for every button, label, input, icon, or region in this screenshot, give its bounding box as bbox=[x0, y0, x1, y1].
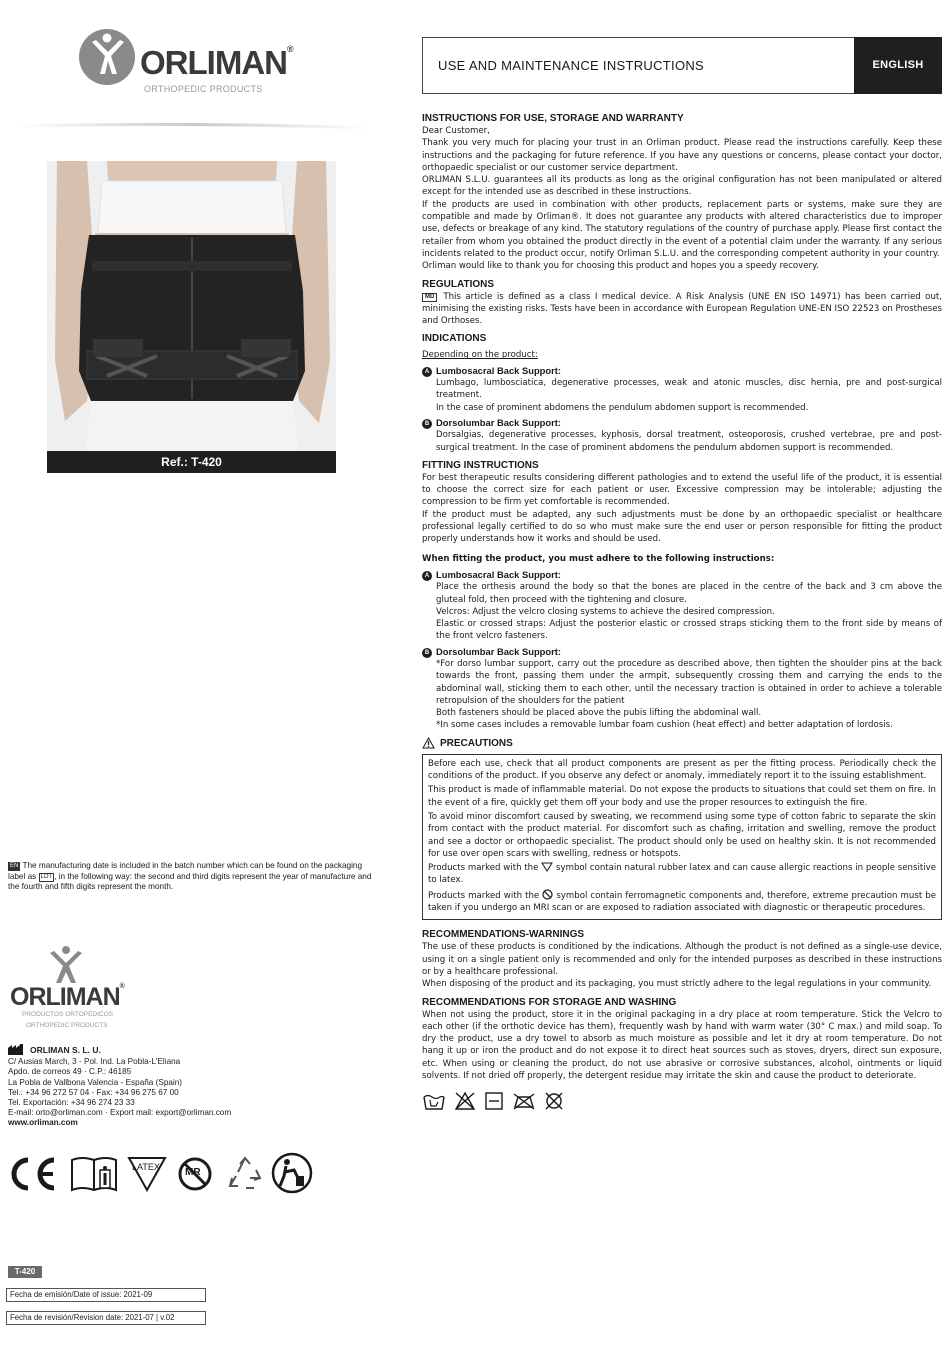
section-title-precautions: PRECAUTIONS bbox=[440, 737, 513, 749]
manufacturer-icon bbox=[8, 1044, 26, 1055]
hand-wash-icon bbox=[422, 1091, 446, 1111]
no-iron-icon bbox=[512, 1091, 536, 1111]
brand-subtitle-es: PRODUCTOS ORTOPÉDICOS bbox=[22, 1011, 114, 1018]
badge-b: B bbox=[422, 419, 432, 429]
product-photo bbox=[47, 161, 336, 451]
address-line: E-mail: orto@orliman.com · Export mail: export@orliman.com bbox=[8, 1108, 232, 1118]
paragraph: Dear Customer, bbox=[422, 126, 490, 136]
document-header bbox=[422, 37, 854, 94]
brand-logo-bottom bbox=[8, 945, 208, 1035]
precautions-header bbox=[422, 737, 942, 750]
paragraph: The use of these products is conditioned by the indications. Although the product is not defined as a single-use device, using it on a single patient only is recommended and only for the intended purposes as described in these instructions or by a healthcare professional. bbox=[422, 942, 942, 977]
indication-item: B Dorsolumbar Back Support: Dorsalgias, degenerative processes, kyphosis, dorsal treatment, osteoporosis, crushed vertebrae, pre and post-surgical treatment. In the case of prominent abdomens the pendulum abdomen support is recommended. bbox=[422, 417, 942, 454]
certification-icons bbox=[8, 1152, 318, 1194]
address-line: C/ Ausias March, 3 - Pol. Ind. La Pobla-L'Eliana bbox=[8, 1057, 181, 1067]
section-title-fitting: FITTING INSTRUCTIONS bbox=[422, 459, 539, 471]
brand-name: ORLIMAN® bbox=[140, 44, 293, 81]
fitting-note: When fitting the product, you must adhere to the following instructions: bbox=[422, 553, 775, 564]
latex-icon bbox=[126, 1154, 168, 1192]
decorative-divider bbox=[18, 120, 368, 134]
language-tag: EN bbox=[10, 863, 19, 869]
date-of-issue: Fecha de emisión/Date of issue: 2021-09 bbox=[6, 1288, 206, 1302]
paragraph: When disposing of the product and its packaging, you must strictly adhere to the legal regulations in your community. bbox=[422, 979, 932, 990]
badge-a: A bbox=[422, 571, 432, 581]
no-mri-icon bbox=[542, 889, 553, 900]
fitting-item: B Dorsolumbar Back Support: *For dorso lumbar support, carry out the procedure as described above, then tighten the shoulder pins at the back towards the front, passing them under the armpit, subsequently crossing them and carrying the ends to the abdominal wall, sticking them to each other, until the necessary traction is obtained in order to achieve a tolerable retropulsion of the shoulders for the patient Both fasteners should be placed above the pubis lifting the abdominal wall. *In some cases includes a removable lumbar foam cushion (heat effect) and better adaptation of lordosis. bbox=[422, 646, 942, 732]
address-line: Tel. Exportación: +34 96 274 23 33 bbox=[8, 1098, 135, 1108]
section-title-recommendations: RECOMMENDATIONS-WARNINGS bbox=[422, 929, 585, 941]
address-line: Apdo. de correos 49 · C.P.: 46185 bbox=[8, 1067, 132, 1077]
latex-label: LATEX bbox=[132, 1162, 160, 1172]
brand-logo-top bbox=[78, 28, 318, 98]
product-code-tag: T-420 bbox=[8, 1266, 42, 1278]
brand-name: ORLIMAN® bbox=[10, 983, 124, 1011]
paragraph: Thank you very much for placing your trust in an Orliman product. Please read the instructions carefully. Keep these instructions and the packaging for future reference. If you have any questions or concerns, please contact your doctor, orthopaedic specialist or our customer service department. bbox=[422, 138, 942, 173]
md-tag: MD bbox=[422, 293, 437, 302]
paragraph: For best therapeutic results considering different pathologies and to extend the useful life of the product, it is essential to choose the correct size for each patient or user. Excessive compression may be intolerable; adjusting the compression to be firm yet comfortable is recommended. bbox=[422, 472, 942, 508]
paragraph: Products marked with the symbol contain ferromagnetic components and, therefore, extreme precaution must be taken if you undergo an MRI scan or are exposed to radiation associated with diagnostic or therapeutic procedures. bbox=[428, 890, 937, 914]
precautions-box bbox=[422, 754, 942, 921]
section-title-regulations: REGULATIONS bbox=[422, 278, 495, 290]
address-line: La Pobla de Vallbona Valencia - España (Spain) bbox=[8, 1077, 183, 1087]
company-address bbox=[8, 1045, 308, 1129]
item-title: Dorsolumbar Back Support: bbox=[436, 416, 562, 428]
section-title-storage: RECOMMENDATIONS FOR STORAGE AND WASHING bbox=[422, 996, 677, 1008]
language-label: ENGLISH bbox=[854, 37, 942, 94]
warning-triangle-icon bbox=[422, 737, 435, 749]
indications-subtitle: Depending on the product: bbox=[422, 350, 538, 361]
regulations-text: MD This article is defined as a class I medical device. A Risk Analysis (UNE EN ISO 14971) has been carried out, minimising the existing risks. Tests have been in accordance with European Regulation UNE-EN ISO 22523 on Prostheses and Orthoses. bbox=[422, 291, 943, 327]
flat-dry-icon bbox=[484, 1091, 504, 1111]
section-title-indications: INDICATIONS bbox=[422, 333, 487, 345]
paragraph: Before each use, check that all product components are present as per the fitting process. Periodically check the conditions of the product. If you observe any defect or anomaly, immediately report it to the issuing establishment. bbox=[428, 758, 936, 782]
paragraph: Products marked with the symbol contain natural rubber latex and can cause allergic reactions in people sensitive to latex. bbox=[428, 863, 936, 886]
item-title: Dorsolumbar Back Support: bbox=[436, 645, 562, 657]
disposal-icon bbox=[270, 1152, 314, 1194]
badge-b: B bbox=[422, 648, 432, 658]
product-ref-label: Ref.: T-420 bbox=[47, 451, 336, 473]
revision-date: Fecha de revisión/Revision date: 2021-07 | v.02 bbox=[6, 1311, 206, 1325]
manufacturing-date-note: EN The manufacturing date is included in the batch number which can be found on the packaging label as LOT , in the following way: the second and third digits represent the year of manufacture and the fourth and fifth digits represent the month. bbox=[8, 861, 372, 891]
section-title-instructions: INSTRUCTIONS FOR USE, STORAGE AND WARRANTY bbox=[422, 113, 684, 124]
instructions-content bbox=[422, 112, 942, 1113]
badge-a: A bbox=[422, 367, 432, 377]
lot-tag: LOT bbox=[40, 873, 53, 880]
no-dry-clean-icon bbox=[544, 1091, 564, 1111]
instructions-info-icon bbox=[70, 1156, 118, 1192]
mr-label: MR bbox=[185, 1167, 201, 1178]
fitting-item: A Lumbosacral Back Support: Place the orthesis around the body so that the bones are placed in the centre of the back and 3 cm above the gluteal fold, then proceed with the tightening and closure. Velcros: Adjust the velcro closing systems to achieve the desired compression. Elastic or crossed straps: Adjust the posterior elastic or crossed straps sticking them to the front side by means of the front velcro fasteners. bbox=[422, 569, 942, 643]
latex-icon bbox=[541, 862, 553, 872]
brand-subtitle-en: ORTHOPEDIC PRODUCTS bbox=[26, 1022, 108, 1029]
paragraph: To avoid minor discomfort caused by sweating, we recommend using some type of cotton fabric to separate the skin from contact with the product material. For discomfort such as chafing, irritation and swelling, remove the product and see a doctor or orthopaedic specialist. The product should only be used on healthy skin. It is not recommended for use over open scars with swelling, redness or hotspots. bbox=[428, 811, 936, 859]
paragraph: When not using the product, store it in the original packaging in a dry place at room temperature. Stick the Velcro to each other (if the orthotic device has them), frequently wash by hand with warm water (30° C max.) and mild soap. To dry the product, use a dry towel to absorb as much moisture as possible and let it dry at room temperature. Do not hang it up or iron the product and do not expose it to direct heat sources such as stoves, dryers, direct sun exposure, etc. When using or cleaning the product, do not use abrasive or corrosive substances, alcohol, ointments or liquid solvents. If not dried off properly, the detergent residue may irritate the skin and cause the product to deteriorate. bbox=[422, 1009, 942, 1081]
recycle-icon bbox=[226, 1156, 264, 1192]
document-title: USE AND MAINTENANCE INSTRUCTIONS bbox=[438, 58, 705, 73]
paragraph: ORLIMAN S.L.U. guarantees all its products as long as the original configuration has not been manipulated or altered except for the intended use as described in these instructions. bbox=[422, 175, 942, 198]
address-line: Tel.: +34 96 272 57 04 - Fax: +34 96 275 67 00 bbox=[8, 1087, 179, 1097]
paragraph: If the product must be adapted, any such adjustments must be done by an orthopaedic specialist or healthcare professional legally certified to do so who must make sure the end user or person responsible for fitting the product properly understands how it works and should be used. bbox=[422, 509, 942, 545]
ce-mark-icon bbox=[8, 1156, 60, 1192]
item-title: Lumbosacral Back Support: bbox=[436, 568, 562, 580]
paragraph: This product is made of inflammable material. Do not expose the products to situations that could set them on fire. In the event of a fire, quickly get them off your body and use the proper resources to extinguish the fire. bbox=[428, 785, 936, 808]
paragraph: If the products are used in combination with other products, replacement parts or systems, make sure they are compatible and made by Orliman®. It does not guarantee any products with altered characteristics due to improper use, defects or breakage of any kind. The statutory regulations of the country of purchase apply. Please first contact the retailer from whom you obtained the product directly in the event of a potential claim under the warranty. If any serious incidents related to the product occur, notify Orliman S.L.U. and the corresponding competent authority in your country. bbox=[422, 199, 942, 259]
item-title: Lumbosacral Back Support: bbox=[436, 364, 562, 376]
indication-item: A Lumbosacral Back Support: Lumbago, lumbosciatica, degenerative processes, weak and atonic muscles, disc hernia, pre and post-surgical treatment. In the case of prominent abdomens the pendulum abdomen support is recommended. bbox=[422, 365, 942, 414]
brand-subtitle: ORTHOPEDIC PRODUCTS bbox=[144, 84, 263, 94]
orliman-figure-icon bbox=[42, 945, 90, 987]
company-name: ORLIMAN S. L. U. bbox=[8, 1045, 308, 1055]
no-bleach-icon bbox=[454, 1091, 476, 1111]
orliman-figure-icon bbox=[78, 28, 136, 86]
website-link[interactable]: www.orliman.com bbox=[8, 1118, 78, 1128]
washing-symbols bbox=[422, 1091, 942, 1113]
paragraph: Orliman would like to thank you for choosing this product and hopes you a speedy recovery. bbox=[422, 261, 819, 272]
